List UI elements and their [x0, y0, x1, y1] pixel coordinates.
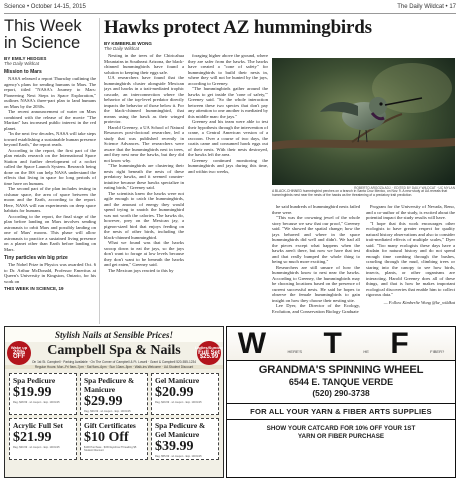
paragraph: What we found was that the hawks swoop down to eat the jays, so the jays don't want to forage at low levels because they don't want to be beneath the hawks and get eaten," Greeney said.	[104, 240, 184, 267]
discount-badge-left: Wake up 20% OFF	[7, 341, 31, 365]
nobel-body	[4, 262, 96, 284]
subhead-mission-to-mars: Mission to Mars	[4, 69, 42, 75]
coupon-grid	[5, 370, 223, 463]
paragraph: NASA released a report Thursday outlining the agency's plans for sending humans to Mars. The report, titled "NASA's Journey to Mars: Pioneering Next Steps in Space Exploration," outlines NASA's three-part plan to land humans on Mars by the 2030s.	[4, 76, 96, 109]
paragraph: Program for the University of Nevada, Reno, and a co-author of the study, is excited about the potential impact the study results will have.	[366, 204, 455, 220]
coupon[interactable]: Gel Manicure $20.99 Reg. $29.99 · w/ coupon · Exp. 10/31/15	[151, 373, 219, 415]
author-signature: — Follow Kimberlie Wong @ke_wildkat	[383, 299, 455, 305]
store-phone[interactable]: (520) 290-3738	[312, 388, 370, 398]
catcard-offer: SHOW YOUR CATCARD FOR 10% OFF YOUR 1ST YARN OR FIBER PURCHASE	[266, 425, 416, 440]
ad-tagline: Stylish Nails at Sensible Prices!	[54, 329, 173, 340]
byline: BY KIMBERLIE WONG	[104, 41, 152, 46]
hummingbird-photo	[272, 58, 455, 185]
column-title: This Week in Science	[4, 18, 82, 52]
hummingbird-image	[272, 58, 455, 185]
byline-affiliation: The Daily Wildcat	[104, 46, 139, 51]
store-address: 6544 E. TANQUE VERDE	[288, 377, 394, 387]
coupon[interactable]: Gift Certificates $10 Off $100 Purchase · $150 Eyebrow Threading $5 Student Discount	[80, 418, 148, 460]
paragraph: The scientists knew the hawks were not agile enough to catch the hummingbirds, and the amount of energy they would spend trying to snatch the hummingbird was not worth the calories. The hawks do, however, prey on the Mexican jay, a pigeon-sized bird that enjoys feeding on the nests of other birds, including the black-chinned hummingbird.	[104, 190, 184, 240]
this-week-in-science-article	[4, 18, 100, 324]
wtf-letters: W HERE'S T HE F FIBER?	[227, 327, 455, 361]
salon-name: Campbell Spa & Nails	[47, 343, 181, 358]
salon-hours: Regular Hours: Mon–Fri 9am–7pm · Sat 9am–6pm · Sun 10am–5pm · Walk-ins Welcome · UA Student Discount	[5, 365, 223, 369]
paragraph: Researchers are still unsure of how the hummingbirds know to nest near the hawks. According to Greeney, the hummingbirds may be choosing locations based on the presence of current successful nests. He said he hopes to observe the female hummingbirds to gain insight on how they choose their nesting site.	[272, 264, 360, 303]
ad-tagline-bar	[5, 327, 223, 342]
subhead-tiny-particles: Tiny particles win big prize	[4, 255, 68, 261]
paragraph: Harold Greeney, a UA School of Natural Resources post-doctoral researcher, led a study that was published recently in Science Advances. The researchers were aware that the hummingbirds nest in trees, and they nest near the hawks, but they did not know why.	[104, 124, 184, 163]
paragraph: "I hope that this work encourages other ecologists to have greater respect for quality natural history observations and also to consider trait-mediated effects of multiple scales," Dyer said. "Too many ecologists these days have a disdain for natural history and do not spend enough time combing through the bushes, crawling through the mud, climbing trees or staring into the canopy to see how birds, insects, plants, or other organisms are interacting. Harold Greeney does all of these things, and that is how he makes important ecological discoveries that enable him to collect rigorous data."	[366, 220, 455, 297]
paragraph: Lee Dyer, the Director of the Ecology, Evolution, and Conservation Biology Graduate	[272, 303, 360, 314]
paragraph: Greeney continued monitoring the hummingbirds and jays during this time, and within two weeks,	[188, 157, 268, 174]
paragraph: "The hummingbirds gather around the hawks to get inside the 'cone of safety,'" Greeney said. "So the whole interaction between these two species that don't pay any attention to one another is mediated by this middle man: the jays."	[188, 86, 268, 119]
coupon[interactable]: Acrylic Full Set $21.99 Reg. $30.99 · w/ coupon · Exp. 10/31/15	[9, 418, 77, 460]
story-column-2	[188, 53, 268, 323]
hawks-article	[104, 17, 456, 314]
discount-badge-right: Ladies/Sunday Full Set $25.99	[197, 341, 221, 365]
page-header	[4, 0, 456, 14]
byline: BY EMILY HEDGES	[4, 56, 47, 61]
article-headline: Hawks protect AZ hummingbirds	[104, 17, 372, 38]
paragraph: The Nobel Prize in Physics was awarded Oct. 6 to Dr. Arthur McDonald, Professor Emeritus at Queen's University in Kingston, Ontario, for his work on	[4, 262, 96, 284]
continued-jump-line[interactable]: THIS WEEK IN SCIENCE, 19	[4, 286, 64, 291]
paragraph: According to the report, the first part of the plan entails research on the International Space Station and further development of a rocket called the Space Launch System. Research being done on the ISS can help NASA understand the effects that living in space for long periods of time have on humans.	[4, 147, 96, 186]
photo-credit: ROBERTO ARGOZA ADJ. · EDITED BY DAILY WILDCAT · UC MYLAN	[354, 186, 455, 190]
paragraph: "In the next few decades, NASA will take steps toward establishing a sustainable human presence beyond Earth," the report reads.	[4, 131, 96, 147]
letter-t: T	[323, 326, 342, 360]
paper-page-number: The Daily Wildcat • 17	[397, 3, 456, 10]
photo-caption: A BLACK-CHINNED hummingbird perches on a branch in Santa Cruz Mexico, on Nov. 9. A new study at UA reveals that hummingbirds nest near the nests of the hawks as the threatening of a predatory trait prediction.	[272, 189, 448, 197]
section-date: Science • October 14-15, 2015	[4, 3, 86, 10]
paragraph: Nesting in the trees of the Chiricahua Mountains in Southeast Arizona, the black-chinned hummingbirds have found a solution to keeping their eggs safe.	[104, 53, 184, 75]
mars-body	[4, 76, 96, 252]
byline-affiliation: The Daily Wildcat	[4, 61, 39, 66]
paragraph: "This was the crowning jewel of the whole story because we saw that our proof," Greeney said. "We showed the spatial change; how the jays behaved and where in the space hummingbirds did well and didn't. We had all the pieces except what happens when the hawks aren't there, but now we have that test and that really bumped the whole thing to being so much more exciting."	[272, 215, 360, 264]
coupon[interactable]: Spa Pedicure & Gel Manicure $39.99 Reg. $55.99 · w/ coupon · Exp. 10/31/15	[151, 418, 219, 460]
store-name: GRANDMA'S SPINNING WHEEL	[258, 364, 424, 376]
paragraph: The recent announcement of water on Mars combined with the release of the movie "The Martian" has increased public interest in the red planet.	[4, 109, 96, 131]
coupon[interactable]: Spa Pedicure $19.99 Reg. $28.99 · w/ coupon · Exp. 10/31/15	[9, 373, 77, 415]
paragraph: Greeney and his team were able to test their hypothesis through the intervention of crane, a Central American version of a raccoon. Over a course of two days, the coatis came and consumed hawk eggs out of their nests. With their nests destroyed, the hawks left the area.	[188, 119, 268, 157]
story-column-3	[272, 204, 360, 324]
salon-address: On 1st St. Campbell · Parking Available · On The Corner of Campbell & Ft. Lowell · Grant & Campbell 520-555-1234	[31, 360, 197, 364]
paragraph: he said hundreds of hummingbird nests failed there were.	[272, 204, 360, 215]
paragraph: UA researchers have found that the hummingbirds cluster alongside Mexican jays and hawks in a trait-mediated trophic cascade, an interconnection where the behavior of the top-level predator directly impacts the behavior of those below it. For the black-chinned hummingbird, that means using the hawk as their winged protector.	[104, 75, 184, 124]
store-slogan: FOR ALL YOUR YARN & FIBER ARTS SUPPLIES	[227, 403, 455, 420]
paragraph: According to the report, the final stage of the plan before landing on Mars involves sending astronauts to orbit Mars and possibly landing on one of Mars' moons. This phase will allow astronauts to practice a sustained living presence on a planet other than Earth before landing on Mars.	[4, 213, 96, 252]
story-column-4	[366, 204, 455, 324]
paragraph: "The hummingbirds are clustering their nests right beneath the nests of these predatory hawks, and it seemed counter-intuitive because these hawks specialize in eating birds," Greeney said.	[104, 163, 184, 190]
paragraph: foraging higher above the ground, where they are safer from the hawks. The hawks have created a "cone of safety" for hummingbirds to build their nests in, where they will not be hunted by the jays, according to Greeney.	[188, 53, 268, 86]
paragraph: The Mexican jays reacted to this by	[108, 267, 174, 273]
paragraph: The second part of the plan includes testing in cislunar space, the area of space between the moon and the Earth, according to the report. Here, NASA will run experiments on deep space habitats for humans.	[4, 186, 96, 213]
letter-w: W	[237, 326, 267, 360]
campbell-spa-nails-ad[interactable]	[4, 326, 224, 478]
coupon[interactable]: Spa Pedicure & Manicure $29.99 Reg. $39.99 · w/ coupon · Exp. 10/31/15	[80, 373, 148, 415]
letter-f: F	[390, 326, 409, 360]
story-column-1	[104, 53, 184, 323]
grandmas-spinning-wheel-ad[interactable]	[226, 326, 456, 478]
